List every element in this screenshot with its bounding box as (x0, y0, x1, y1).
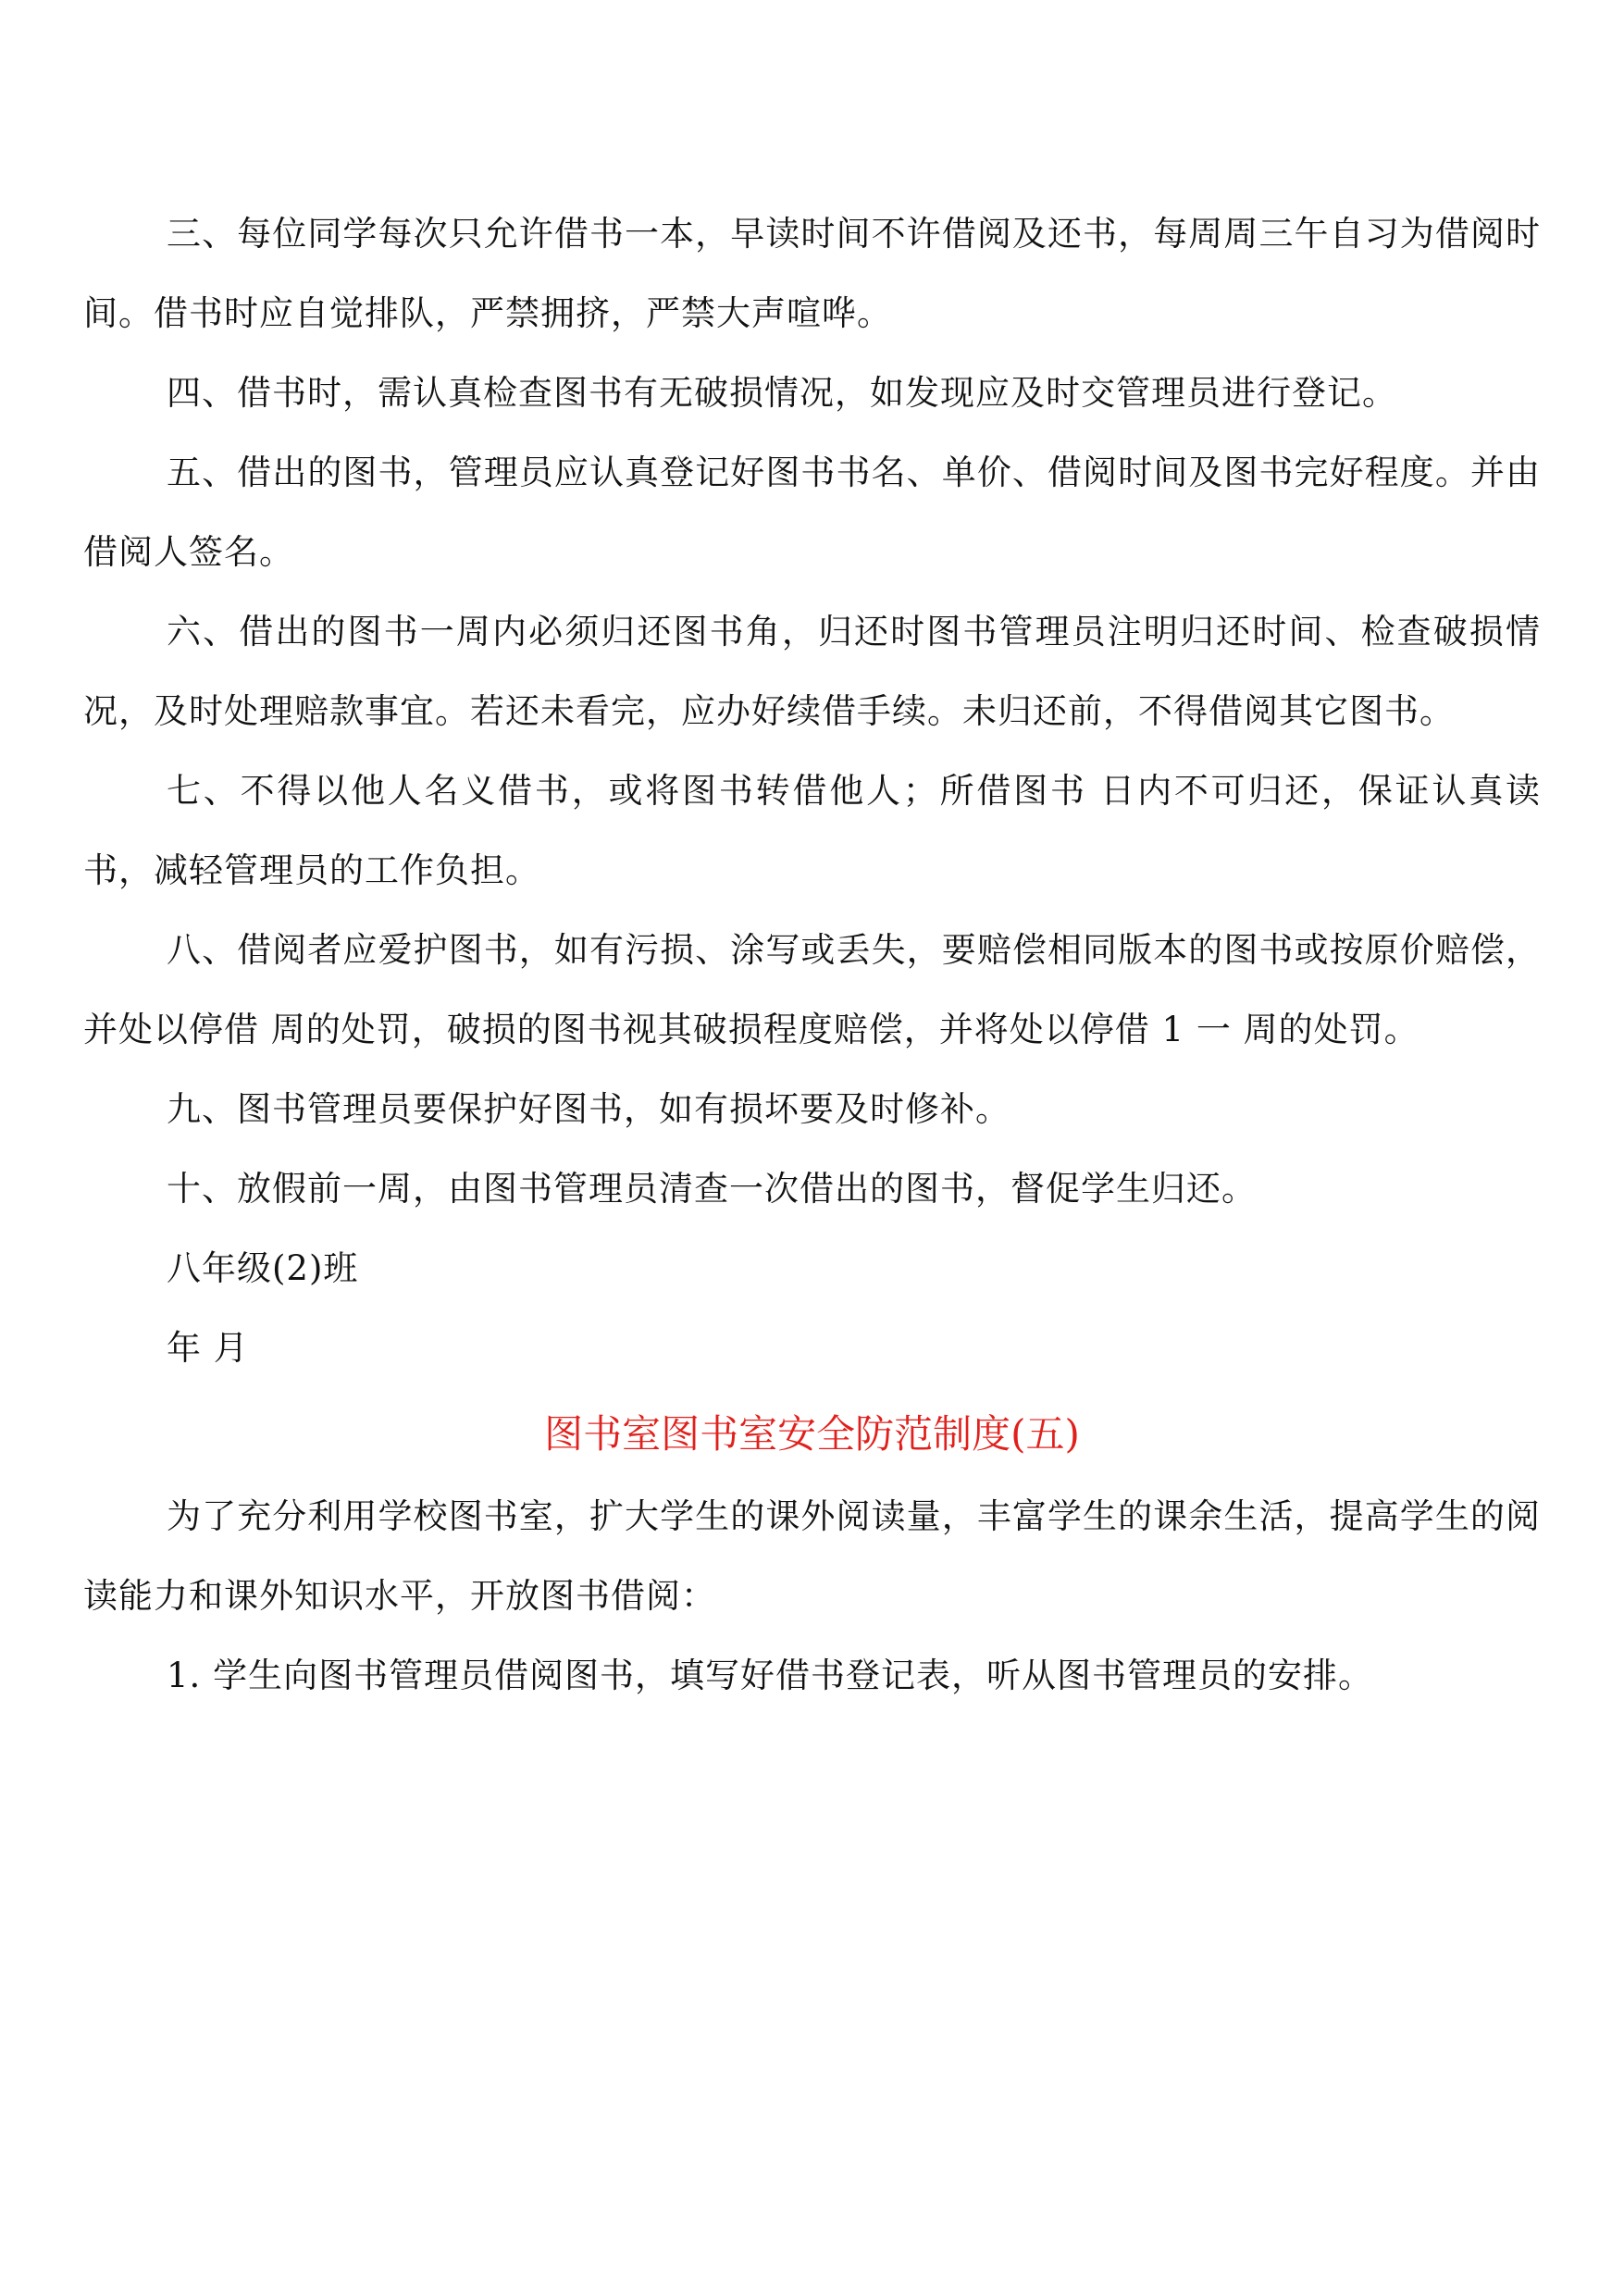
class-signature: 八年级(2)班 (167, 1248, 359, 1288)
rule-paragraph-5: 五、借出的图书，管理员应认真登记好图书书名、单价、借阅时间及图书完好程度。并由借阅人签名。 (83, 453, 1541, 572)
rule-paragraph-3: 三、每位同学每次只允许借书一本，早读时间不许借阅及还书，每周周三午自习为借阅时间。借书时应自觉排队，严禁拥挤，严禁大声喧哗。 (83, 214, 1541, 333)
intro-paragraph: 为了充分利用学校图书室，扩大学生的课外阅读量，丰富学生的课余生活，提高学生的阅读能力和课外知识水平，开放图书借阅： (83, 1496, 1541, 1616)
date-signature: 年 月 (167, 1328, 249, 1368)
rule-paragraph-10: 十、放假前一周，由图书管理员清查一次借出的图书，督促学生归还。 (167, 1169, 1257, 1209)
rule-paragraph-8: 八、借阅者应爱护图书，如有污损、涂写或丢失，要赔偿相同版本的图书或按原价赔偿，并处以停借 周的处罚，破损的图书视其破损程度赔偿，并将处以停借 1 一 周的处罚。 (83, 930, 1541, 1049)
rule-paragraph-1: 1. 学生向图书管理员借阅图书，填写好借书登记表，听从图书管理员的安排。 (167, 1656, 1374, 1695)
rule-paragraph-6: 六、借出的图书一周内必须归还图书角，归还时图书管理员注明归还时间、检查破损情况，及时处理赔款事宜。若还未看完，应办好续借手续。未归还前，不得借阅其它图书。 (83, 612, 1541, 731)
rule-paragraph-9: 九、图书管理员要保护好图书，如有损坏要及时修补。 (167, 1089, 1010, 1129)
rule-paragraph-4: 四、借书时，需认真检查图书有无破损情况，如发现应及时交管理员进行登记。 (167, 373, 1397, 413)
document-body (83, 194, 1541, 1716)
section-title: 图书室图书室安全防范制度(五) (544, 1411, 1080, 1457)
rule-paragraph-7: 七、不得以他人名义借书，或将图书转借他人；所借图书 日内不可归还，保证认真读书，减轻管理员的工作负担。 (83, 771, 1541, 890)
